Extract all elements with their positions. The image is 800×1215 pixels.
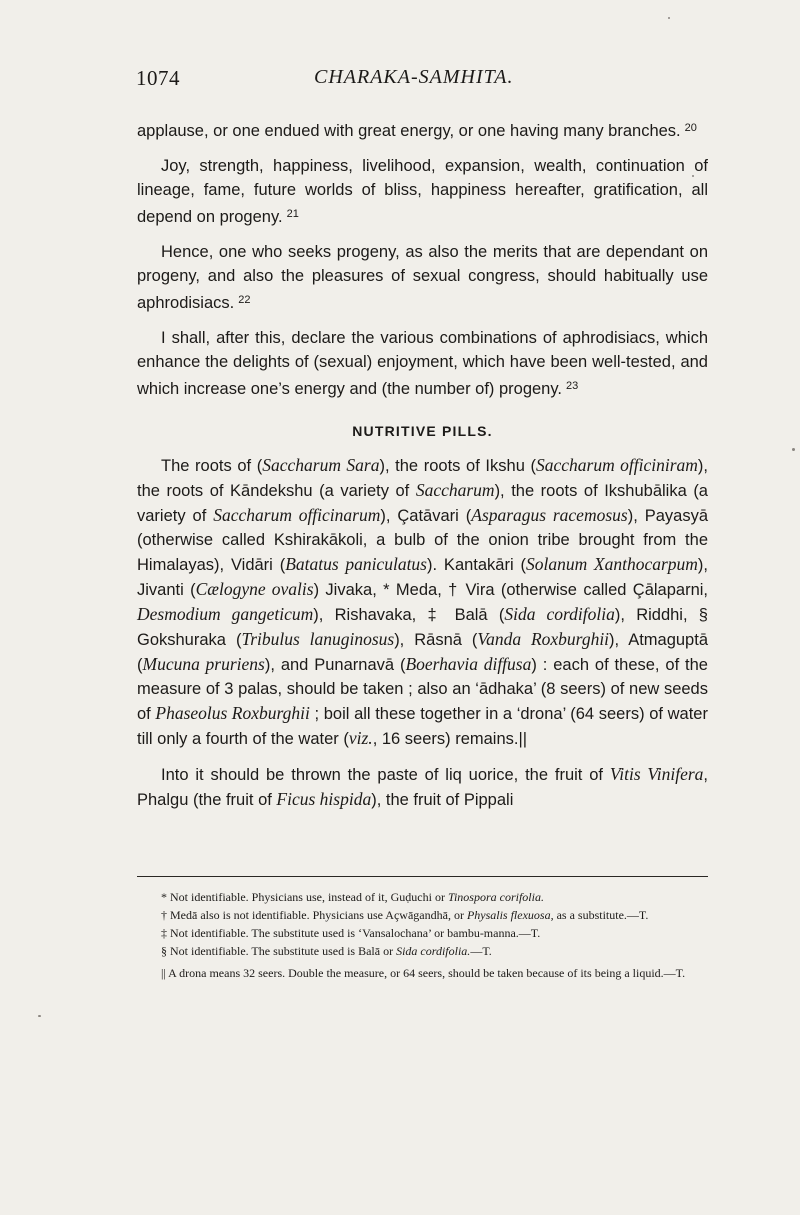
verse-number: 23 <box>565 380 579 392</box>
footnotes <box>137 888 712 982</box>
footnote-asterisk: * Not identifiable. Physicians use, instead of it, Guḍuchi or Tinospora corifolia. <box>161 890 544 904</box>
paragraph-verse-21: Joy, strength, happiness, livelihood, expansion, wealth, continuation of lineage, fame, future worlds of bliss, happiness hereafter, gratification, all depend on progeny. $^{21}$ <box>137 157 708 226</box>
running-title: CHARAKA-SAMHITA. <box>314 66 514 88</box>
main-text <box>137 116 708 823</box>
verse-number: 22 <box>238 294 251 306</box>
verse-number: 21 <box>286 208 299 220</box>
recipe-paragraph: The roots of (Saccharum Sara), the roots of Ikshu (Saccharum officiniram), the roots of Kāndekshu (a variety of Saccharum), the roots of Ikshubālika (a variety of Saccharum officinarum), Çatāvari (Asparagus racemosus), Payasyā (otherwise called Kshirakākoli, a bulb of the onion tribe brought from the Himalayas), Vidāri (Batatus paniculatus). Kantakāri (Solanum Xanthocarpum), Jivanti (Cælogyne ovalis) Jivaka, * Meda, † Vira (otherwise called Çālaparni, Desmodium gangeticum), Rishavaka, ‡ Balā (Sida cordifolia), Riddhi, § Gokshuraka (Tribulus lanuginosus), Rāsnā (Vanda Roxburghii), Atmaguptā (Mucuna pruriens), and Punarnavā (Boerhavia diffusa) : each of these, of the measure of 3 palas, should be taken ; also an ‘ādhaka’ (8 seers) of new seeds of Phaseolus Roxburghii ; boil all these together in a ‘drona’ (64 seers) of water till only a fourth of the water (viz., 16 seers) remains.|| <box>137 455 709 748</box>
footnote-section: § Not identifiable. The substitute used is Balā or Sida cordifolia.—T. <box>161 944 492 958</box>
continuation-paragraph: Into it should be thrown the paste of liq uorice, the fruit of Vitis Vinifera, Phalgu (the fruit of Ficus hispida), the fruit of Pippali <box>137 764 709 809</box>
paper-speck <box>668 17 670 19</box>
paper-speck <box>38 1015 41 1017</box>
paragraph-verse-22: Hence, one who seeks progeny, as also the merits that are dependant on progeny, and also the pleasures of sexual congress, should habitually use aphrodisiacs. $^{22}$ <box>137 243 708 312</box>
footnote-dagger: † Medā also is not identifiable. Physicians use Açwāgandhā, or Physalis flexuosa, as a substitute.—T. <box>161 908 649 922</box>
footnote-double-dagger: ‡ Not identifiable. The substitute used is ‘Vansalochana’ or bambu-manna.—T. <box>161 926 541 940</box>
paper-speck <box>692 175 694 177</box>
footnote-parallel: || A drona means 32 seers. Double the measure, or 64 seers, should be taken because of its being a liquid.—T. <box>161 966 686 980</box>
paragraph-verse-20: applause, or one endued with great energy, or one having many branches. $^{20}$ <box>137 122 697 140</box>
page-header <box>136 66 736 96</box>
footnote-divider <box>137 876 708 877</box>
section-heading: NUTRITIVE PILLS. <box>352 423 493 439</box>
paragraph-verse-23: I shall, after this, declare the various combinations of aphrodisiacs, which enhance the delights of (sexual) enjoyment, which have been well-tested, and which increase one’s energy and (the number of) progeny. $^{23}$ <box>137 329 708 398</box>
paper-speck <box>792 448 795 451</box>
verse-number: 20 <box>684 122 697 134</box>
page-number: 1074 <box>136 66 180 90</box>
